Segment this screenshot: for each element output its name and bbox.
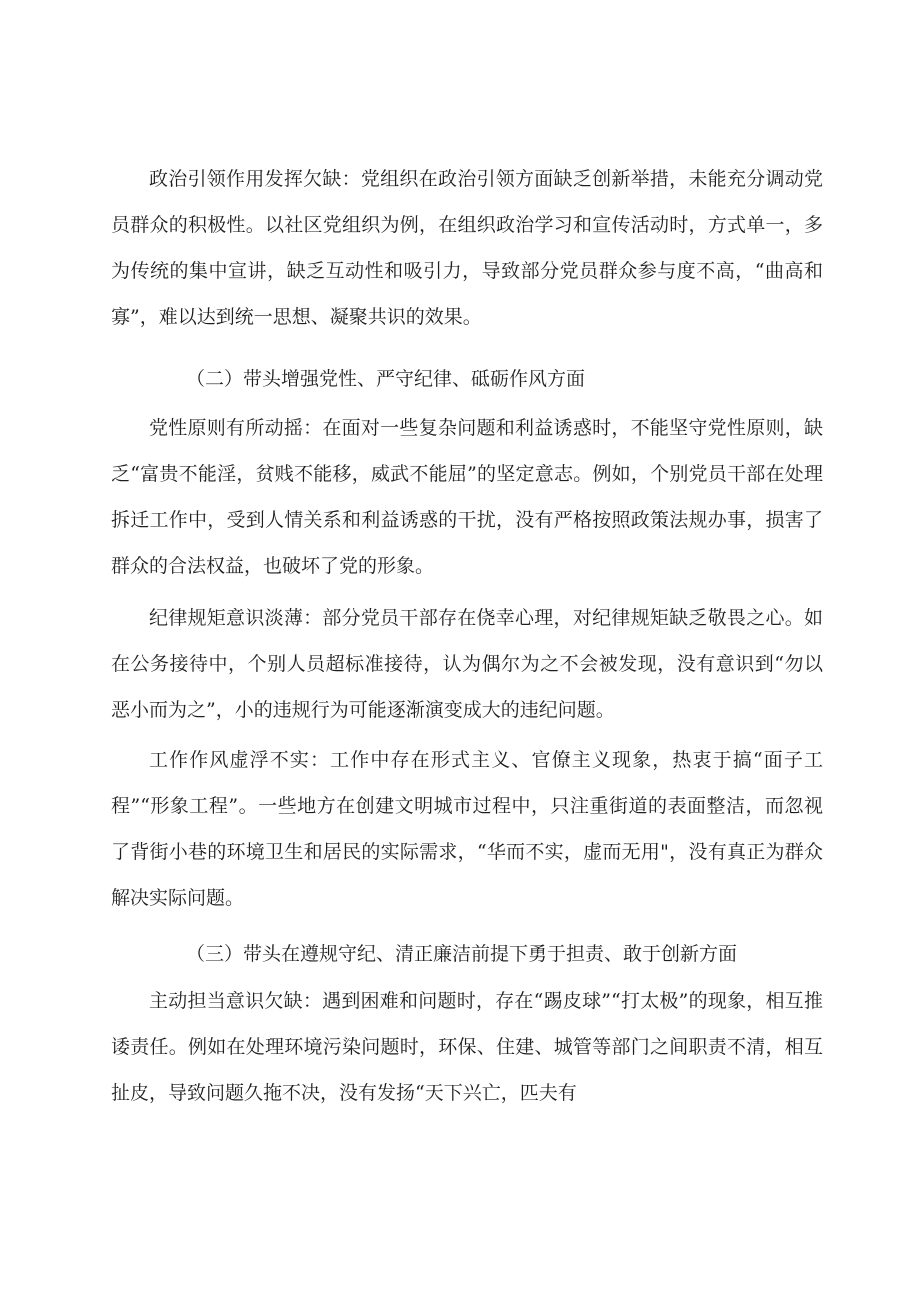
paragraph-discipline-awareness: 纪律规矩意识淡薄：部分党员干部存在侥幸心理，对纪律规矩缺乏敬畏之心。如在公务接待中，个别人员超标准接待，认为偶尔为之不会被发现，没有意识到“勿以恶小而为之”，小的违规行为可能逐渐演变成大的违纪问题。 [111,607,823,721]
section-heading-2: （二）带头增强党性、严守纪律、砥砺作风方面 [186,368,586,390]
paragraph-responsibility: 主动担当意识欠缺：遇到困难和问题时，存在“踢皮球”“打太极”的现象，相互推诿责任。例如在处理环境污染问题时，环保、住建、城管等部门之间职责不清，相互扯皮，导致问题久拖不决，没有发扬“天下兴亡，匹夫有 [111,990,823,1104]
paragraph-party-principle: 党性原则有所动摇：在面对一些复杂问题和利益诱惑时，不能坚守党性原则，缺乏“富贵不能淫，贫贱不能移，威武不能屈”的坚定意志。例如，个别党员干部在处理拆迁工作中，受到人情关系和利益诱惑的干扰，没有严格按照政策法规办事，损害了群众的合法权益，也破坏了党的形象。 [111,417,823,577]
section-heading-3: （三）带头在遵规守纪、清正廉洁前提下勇于担责、敢于创新方面 [186,943,738,965]
paragraph-work-style: 工作作风虚浮不实：工作中存在形式主义、官僚主义现象，热衷于搞“面子工程”“形象工程”。一些地方在创建文明城市过程中，只注重街道的表面整洁，而忽视了背街小巷的环境卫生和居民的实际需求，“华而不实，虚而无用"，没有真正为群众解决实际问题。 [111,749,823,909]
paragraph-political-leadership: 政治引领作用发挥欠缺：党组织在政治引领方面缺乏创新举措，未能充分调动党员群众的积极性。以社区党组织为例，在组织政治学习和宣传活动时，方式单一，多为传统的集中宣讲，缺乏互动性和吸引力，导致部分党员群众参与度不高，“曲高和寡”，难以达到统一思想、凝聚共识的效果。 [111,168,823,328]
